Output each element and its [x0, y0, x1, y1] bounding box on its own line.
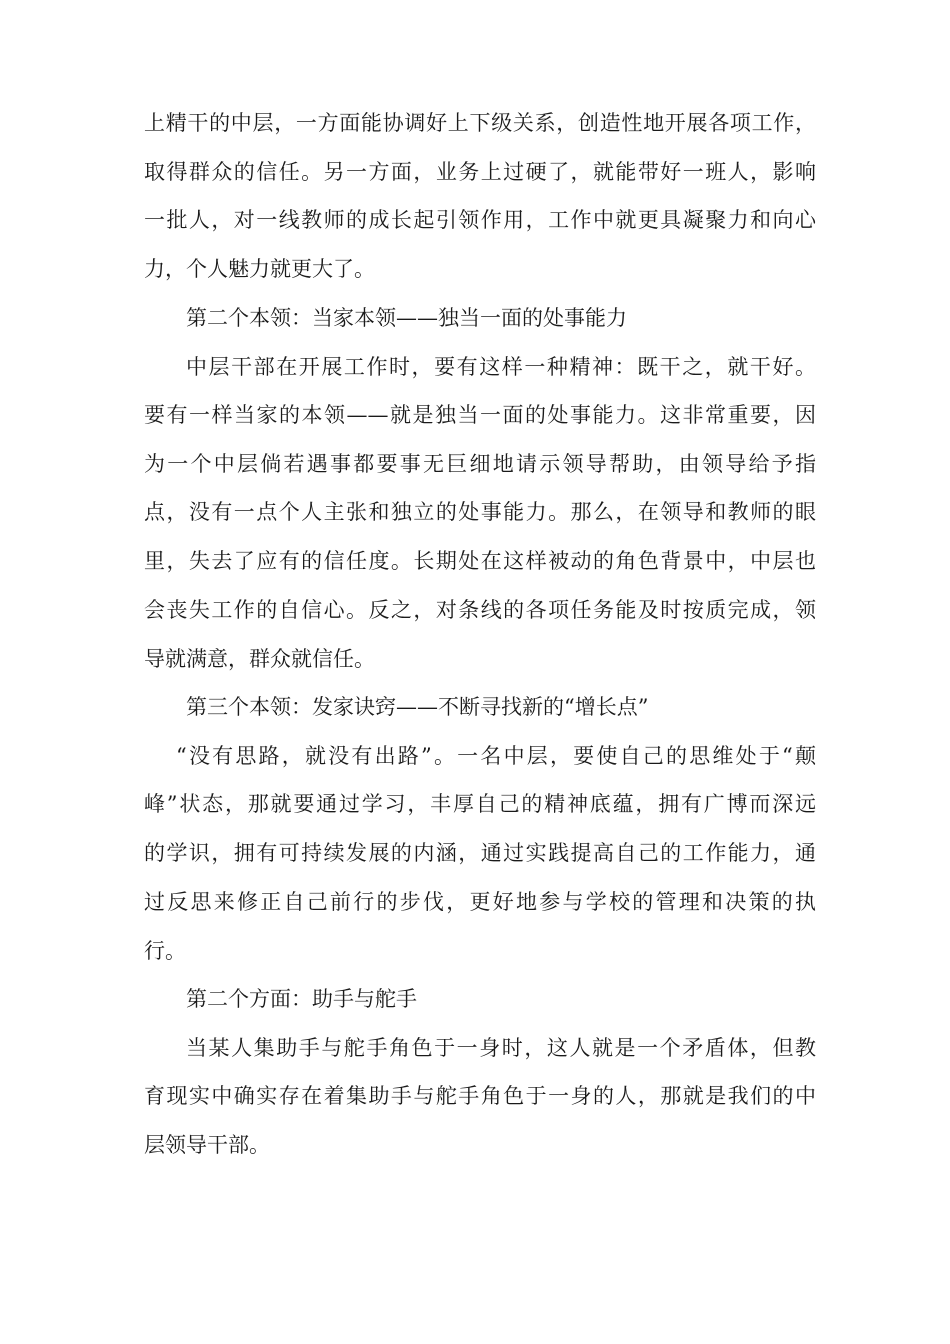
line-text: 取得群众的信任。另一方面，业务上过硬了，就能带好一班人，影响: [144, 160, 816, 184]
paragraph-line: [0, 395, 950, 435]
heading-text: 第三个本领：发家诀窍——不断寻找新的“增长点”: [186, 695, 649, 719]
line-text: 一批人，对一线教师的成长起引领作用，工作中就更具凝聚力和向心: [144, 208, 816, 232]
paragraph-line: [0, 1076, 950, 1116]
paragraph-line: [0, 882, 950, 922]
line-text: 中层干部在开展工作时，要有这样一种精神：既干之，就干好。: [186, 355, 816, 379]
paragraph-line: [0, 590, 950, 630]
line-text: 里，失去了应有的信任度。长期处在这样被动的角色背景中，中层也: [144, 549, 816, 573]
line-text: 行。: [144, 939, 186, 963]
line-text: “没有思路，就没有出路”。一名中层，要使自己的思维处于“颠: [176, 744, 816, 768]
line-text: 的学识，拥有可持续发展的内涵，通过实践提高自己的工作能力，通: [144, 841, 816, 865]
line-text: 峰”状态，那就要通过学习，丰厚自己的精神底蕴，拥有广博而深远: [144, 792, 816, 816]
line-text: 导就满意，群众就信任。: [144, 647, 375, 671]
heading-text: 第二个本领：当家本领——独当一面的处事能力: [186, 306, 627, 330]
heading-text: 第二个方面：助手与舵手: [186, 987, 417, 1011]
paragraph-line: [0, 103, 950, 143]
paragraph-line: [0, 200, 950, 240]
paragraph-line: [0, 541, 950, 581]
line-text: 为一个中层倘若遇事都要事无巨细地请示领导帮助，由领导给予指: [144, 452, 816, 476]
line-text: 点，没有一点个人主张和独立的处事能力。那么，在领导和教师的眼: [144, 500, 816, 524]
paragraph-line: [0, 931, 950, 971]
paragraph-line: [0, 833, 950, 873]
paragraph-line: [0, 1125, 950, 1165]
paragraph-line: [0, 152, 950, 192]
paragraph-line: [0, 784, 950, 824]
line-text: 要有一样当家的本领——就是独当一面的处事能力。这非常重要，因: [144, 403, 816, 427]
section-heading: [0, 687, 950, 727]
section-heading: [0, 979, 950, 1019]
paragraph-line: [0, 249, 950, 289]
paragraph-line: [0, 444, 950, 484]
line-text: 力，个人魅力就更大了。: [144, 257, 375, 281]
paragraph-line: [0, 736, 950, 776]
paragraph-line: [0, 639, 950, 679]
section-heading: [0, 298, 950, 338]
paragraph-line: [0, 1028, 950, 1068]
line-text: 育现实中确实存在着集助手与舵手角色于一身的人，那就是我们的中: [144, 1084, 816, 1108]
line-text: 层领导干部。: [144, 1133, 270, 1157]
line-text: 过反思来修正自己前行的步伐，更好地参与学校的管理和决策的执: [144, 890, 816, 914]
paragraph-line: [0, 347, 950, 387]
line-text: 上精干的中层，一方面能协调好上下级关系，创造性地开展各项工作，: [144, 111, 816, 135]
paragraph-line: [0, 492, 950, 532]
line-text: 当某人集助手与舵手角色于一身时，这人就是一个矛盾体，但教: [186, 1036, 816, 1060]
line-text: 会丧失工作的自信心。反之，对条线的各项任务能及时按质完成，领: [144, 598, 816, 622]
